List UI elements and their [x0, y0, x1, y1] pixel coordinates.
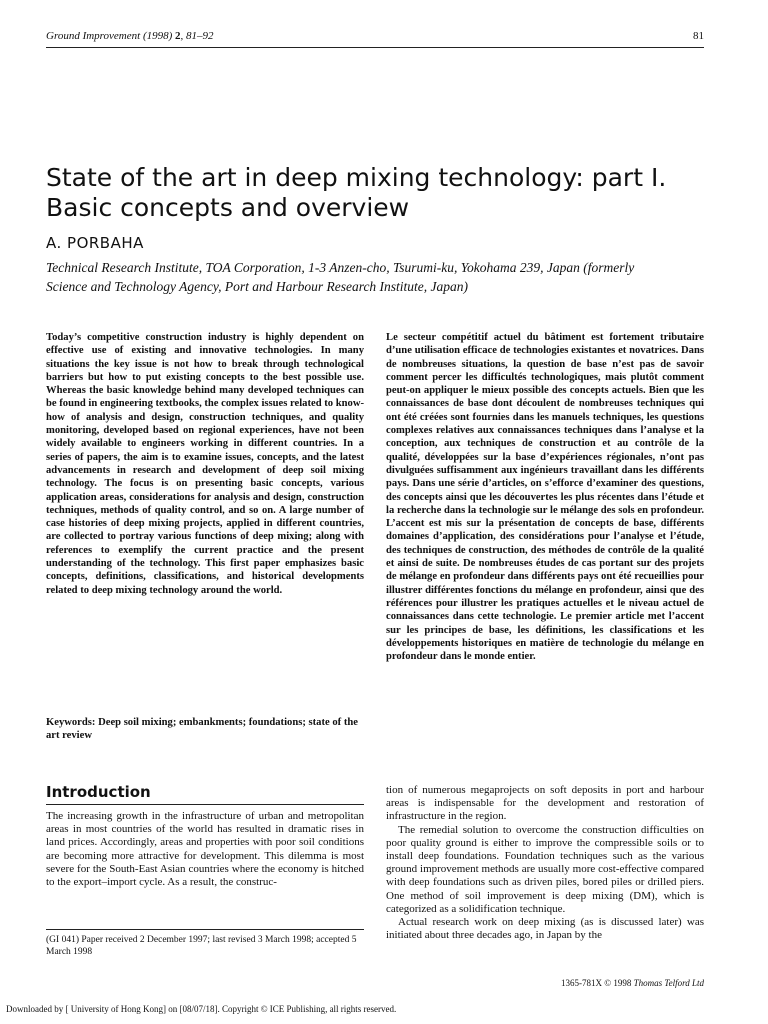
- footnote: (GI 041) Paper received 2 December 1997; last revised 3 March 1998; accepted 5 March 1998: [46, 935, 357, 957]
- page-number: 81: [693, 30, 704, 42]
- intro-paragraph: tion of numerous megaprojects on soft deposits in port and harbour areas is indispensable for the development and restoration of infrastructure in the region.: [386, 784, 704, 823]
- section-heading-introduction: Introduction: [46, 783, 151, 801]
- author-name: A. PORBAHA: [46, 234, 144, 252]
- journal-pages: , 81–92: [180, 30, 214, 42]
- section-divider: [46, 804, 364, 805]
- copyright-year: 1998: [613, 978, 632, 988]
- title-line-1: State of the art in deep mixing technology: part I.: [46, 163, 667, 192]
- keywords-text: Deep soil mixing; embankments; foundations; state of the art review: [46, 717, 358, 742]
- abstract-english: Today’s competitive construction industry is highly dependent on effective use of existing and innovative technologies. In many situations the key issue is not how to break through technological barriers but how to put existing concepts to the best possible use. Whereas the basic knowledge behind many developed techniques can be found in engineering textbooks, the complex issues related to know-how of analysis and design, construction techniques, and quality monitoring, developed based on regional experiences, have not been widely available to engineers working in different countries. In a series of papers, the aim is to examine issues, concepts, and the latest advancements in research and development of deep soil mixing technology. The focus is on presenting basic concepts, various application areas, considerations for analysis and design, construction techniques, methods of quality control, and so on. A large number of case histories of deep mixing projects, applied in different countries, are collected to portray various functions of deep mixing; along with references to exemplify the current practice and the present understanding of the technology. This first paper emphasizes basic concepts, definitions, classifications, and historical developments related to deep mixing technology around the world.: [46, 332, 364, 596]
- issn-code: 1365-781X: [561, 978, 603, 988]
- intro-paragraph: The remedial solution to overcome the construction difficulties on poor quality ground is either to improve the compressible soils or to install deep foundations. Foundation techniques such as the various ground improvement methods are usually more cost-effective compared with deep foundations such as driven piles, bored piles or drilled piers. One method of soil improvement is deep mixing (DM), which is categorized as a solidification technique.: [386, 823, 704, 915]
- running-header: [46, 30, 214, 42]
- publisher-name: Thomas Telford Ltd: [633, 978, 704, 988]
- keywords-label: Keywords:: [46, 717, 96, 728]
- title-line-2: Basic concepts and overview: [46, 193, 410, 222]
- header-divider: [46, 47, 704, 48]
- paper-title: [46, 163, 706, 223]
- intro-right-column: [386, 784, 704, 942]
- copyright-symbol: ©: [604, 978, 612, 988]
- author-affiliation: Technical Research Institute, TOA Corporation, 1-3 Anzen-cho, Tsurumi-ku, Yokohama 239, Japan (formerly Science and Technology Agency, Port and Harbour Research Institute, Japan): [46, 260, 635, 294]
- footnote-divider: [46, 929, 364, 930]
- abstract-french: Le secteur compétitif actuel du bâtiment est fortement tributaire d’une utilisation efficace de technologies existantes et novatrices. Dans de nombreuses situations, la question de base n’est pas de savoir comment percer les difficultés technologiques, mais plutôt comment peut-on appliquer le mieux possible des concepts actuels. Bien que les connaissances de base dont découlent de nombreuses techniques qui ont été créées sont fournies dans les manuels techniques, les questions complexes relatives aux connaissances techniques dans l’analyse et la conception, aux techniques de construction et au contrôle de la qualité, développées sur la base d’expériences régionales, n’ont pas divulguées suffisamment aux ingénieurs travaillant dans les différents pays. Dans une série d’articles, on s’efforce d’examiner des questions, des concepts ainsi que les découvertes les plus récentes dans l’étude et la recherche dans la technologie sur le mélange des sols en profondeur. L’accent est mis sur la présentation de concepts de base, différents domaines d’application, des considérations pour l’analyse et l’étude, des techniques de construction, des méthodes de contrôle de la qualité et ainsi de suite. De nombreuses études de cas portant sur des projets de mélange en profondeur dans différents pays ont été recueillies pour illustrer différentes fonctions du mélange en profondeur, ainsi que des références pour illustrer les pratiques actuelles et le niveau actuel de connaissances dans cette technologie. Le premier article met l’accent sur les principes de base, les définitions, les classifications et les développements historiques en matière de technologie du mélange en profondeur dans le monde entier.: [386, 332, 704, 663]
- journal-year: (1998): [142, 30, 173, 42]
- keywords: [46, 716, 364, 743]
- download-notice: Downloaded by [ University of Hong Kong] on [08/07/18]. Copyright © ICE Publishing, all rights reserved.: [6, 1004, 397, 1014]
- copyright-line: [561, 978, 704, 988]
- journal-name: Ground Improvement: [46, 30, 141, 42]
- journal-volume: 2: [175, 30, 181, 42]
- intro-left-column: The increasing growth in the infrastructure of urban and metropolitan areas in most countries of the world has resulted in dramatic rises in land prices. Accordingly, areas and properties with poor soil conditions are becoming more attractive for development. This dilemma is most severe for the South-East Asian countries where the economy is hitched to the export–import cycle. As a result, the construc-: [46, 810, 364, 889]
- intro-paragraph: Actual research work on deep mixing (as is discussed later) was initiated about three decades ago, in Japan by the: [386, 916, 704, 942]
